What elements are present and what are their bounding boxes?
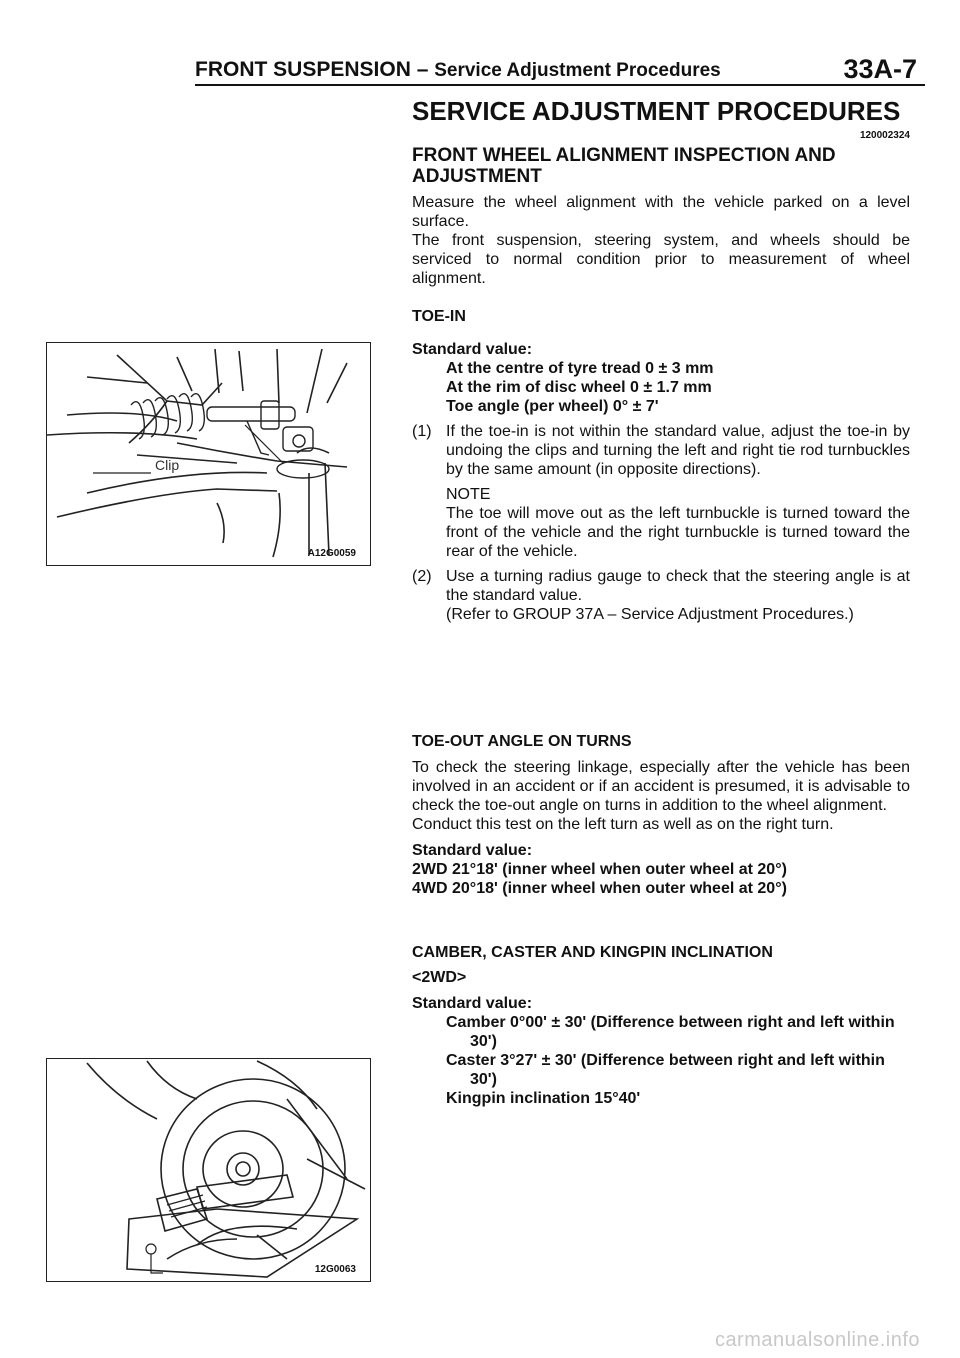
page-number: 33A-7 [843,54,917,84]
watermark: carmanualsonline.info [714,1329,920,1351]
figure-1-code: A12G0059 [307,548,356,559]
toe-in-value-angle: Toe angle (per wheel) 0° ± 7' [446,398,659,415]
figure-2-code: 12G0063 [314,1264,356,1275]
toe-in-standard-label: Standard value: [412,341,533,358]
toe-out-paragraph-1: To check the steering linkage, especially after the vehicle has been involved in an accident or if an accident is presumed, it is advisable to check the toe-out angle on turns in addition to the wheel alignment. [412,759,910,814]
step-1-number: (1) [412,423,432,440]
document-id: 120002324 [859,130,910,141]
camber-heading: CAMBER, CASTER AND KINGPIN INCLINATION [412,944,773,961]
figure-tie-rod-clip [46,342,371,566]
toe-out-standard-label: Standard value: [412,842,533,859]
toe-out-paragraph-2: Conduct this test on the left turn as well as on the right turn. [412,816,834,833]
toe-in-value-rim: At the rim of disc wheel 0 ± 1.7 mm [446,379,712,396]
camber-standard-label: Standard value: [412,995,533,1012]
toe-out-value-4wd: 4WD 20°18' (inner wheel when outer wheel at 20°) [412,880,787,897]
toe-in-value-tread: At the centre of tyre tread 0 ± 3 mm [446,360,714,377]
toe-in-heading: TOE-IN [412,308,466,325]
page-header [195,52,925,86]
header-subtitle: Service Adjustment Procedures [434,60,721,81]
wheel-gauge-illustration [47,1059,370,1281]
section-title: FRONT WHEEL ALIGNMENT INSPECTION AND ADJUSTMENT [412,145,836,187]
toe-out-value-2wd: 2WD 21°18' (inner wheel when outer wheel at 20°) [412,861,787,878]
kingpin-value: Kingpin inclination 15°40' [446,1090,641,1107]
toe-out-heading: TOE-OUT ANGLE ON TURNS [412,733,632,750]
intro-paragraph-1: Measure the wheel alignment with the vehicle parked on a level surface. [412,194,910,230]
toe-in-step-1 [412,422,910,479]
step-2-text: Use a turning radius gauge to check that the steering angle is at the standard value. [446,568,910,604]
header-rule [195,84,925,86]
header-section: FRONT SUSPENSION – [195,58,429,81]
camber-variant: <2WD> [412,969,467,986]
step-2-number: (2) [412,568,432,585]
tie-rod-illustration [47,343,370,565]
clip-callout-label: Clip [155,457,180,473]
toe-in-step-2 [412,567,910,605]
intro-paragraph-2: The front suspension, steering system, and wheels should be serviced to normal condition prior to measurement of wheel alignment. [412,232,910,287]
header-title [195,58,721,82]
caster-value: Caster 3°27' ± 30' (Difference between right and left within 30') [446,1052,885,1088]
main-column [412,96,910,1108]
note-text: The toe will move out as the left turnbuckle is turned toward the front of the vehicle and the right turnbuckle is turned toward the rear of the vehicle. [446,505,910,560]
step-1-text: If the toe-in is not within the standard value, adjust the toe-in by undoing the clips and turning the left and right tie rod turnbuckles by the same amount (in opposite directions). [446,423,910,478]
step-2-reference: (Refer to GROUP 37A – Service Adjustment Procedures.) [446,606,854,623]
figure-turning-radius-gauge [46,1058,371,1282]
note-label: NOTE [446,486,491,503]
camber-value: Camber 0°00' ± 30' (Difference between right and left within 30') [446,1014,895,1050]
page-title: SERVICE ADJUSTMENT PROCEDURES [412,96,901,126]
